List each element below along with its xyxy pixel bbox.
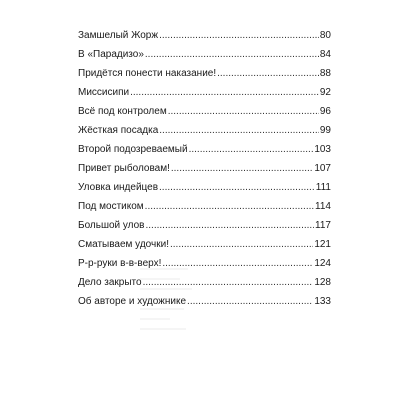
toc-entry [78,178,331,197]
toc-entry [78,254,331,273]
dot-leader [187,292,313,311]
dot-leader [189,140,314,159]
chapter-title: Второй подозреваемый [78,144,188,155]
toc-entry [78,102,331,121]
page-number: 92 [319,87,331,98]
chapter-title: В «Парадизо» [78,49,144,60]
chapter-title: Всё под контролем [78,106,167,117]
dot-leader [146,216,315,235]
chapter-title: Жёсткая посадка [78,125,159,136]
dot-leader [171,159,313,178]
page-number: 117 [315,220,331,231]
toc-entry [78,121,331,140]
chapter-title: Р-р-руки в-в-верх! [78,258,162,269]
toc-entry [78,197,331,216]
dot-leader [217,64,319,83]
page-number: 80 [319,30,331,41]
chapter-title: Дело закрыто [78,277,142,288]
page-number: 107 [314,163,331,174]
table-of-contents [78,26,331,311]
chapter-title: Придётся понести наказание! [78,68,217,79]
toc-entry [78,140,331,159]
dot-leader [170,235,313,254]
show-through-text [140,268,200,348]
toc-entry [78,83,331,102]
chapter-title: Замшелый Жорж [78,30,159,41]
page-number: 84 [319,49,331,60]
dot-leader [130,83,319,102]
dot-leader [159,26,319,45]
chapter-title: Миссисипи [78,87,130,98]
toc-entry [78,292,331,311]
chapter-title: Привет рыболовам! [78,163,170,174]
dot-leader [145,45,319,64]
toc-entry [78,45,331,64]
toc-entry [78,235,331,254]
toc-entry [78,273,331,292]
page-number: 128 [314,277,331,288]
page-number: 124 [314,258,331,269]
page-number: 88 [319,68,331,79]
dot-leader [159,178,315,197]
page-number: 103 [314,144,331,155]
dot-leader [159,121,319,140]
toc-entry [78,159,331,178]
toc-entry [78,64,331,83]
page-number: 114 [315,201,331,212]
page-number: 96 [319,106,331,117]
page-number: 111 [315,182,331,193]
chapter-title: Об авторе и художнике [78,296,187,307]
chapter-title: Большой улов [78,220,145,231]
dot-leader [145,197,314,216]
page-number: 133 [314,296,331,307]
toc-entry [78,26,331,45]
page-number: 99 [319,125,331,136]
chapter-title: Под мостиком [78,201,144,212]
dot-leader [168,102,319,121]
toc-entry [78,216,331,235]
page-number: 121 [314,239,331,250]
chapter-title: Сматываем удочки! [78,239,169,250]
chapter-title: Уловка индейцев [78,182,159,193]
